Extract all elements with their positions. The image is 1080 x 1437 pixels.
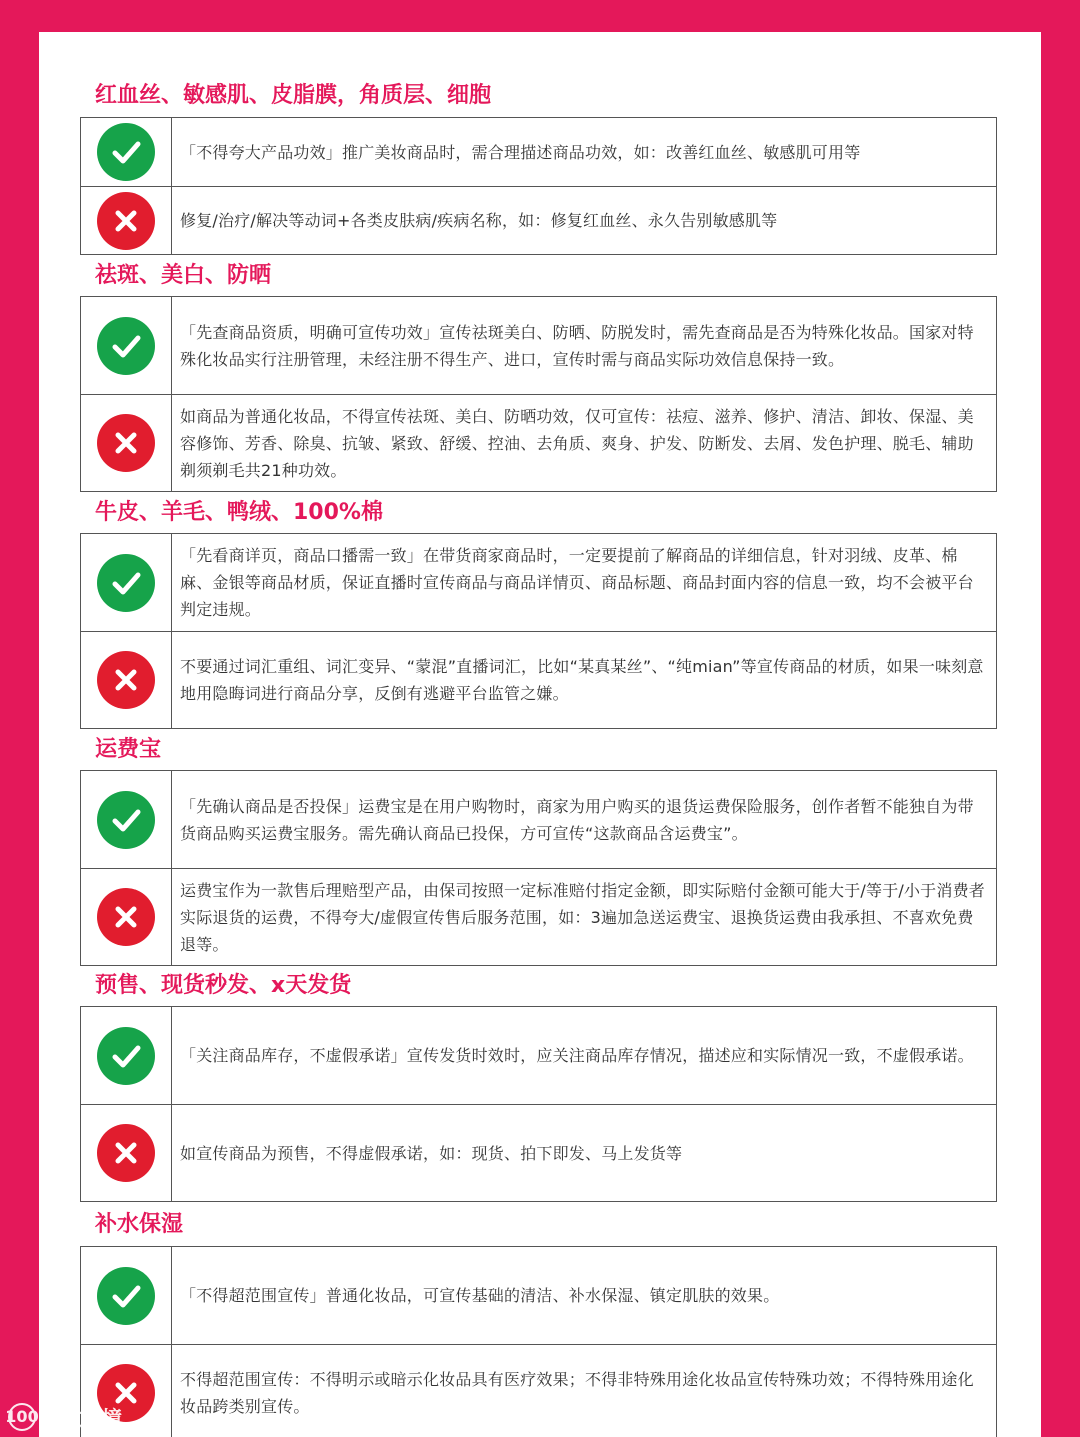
allowed-text: 「关注商品库存，不虚假承诺」宣传发货时效时，应关注商品库存情况，描述应和实际情况一致，不虚假承诺。 xyxy=(180,1046,974,1065)
icon-cell xyxy=(81,869,172,965)
rule-table xyxy=(80,296,997,492)
icon-cell xyxy=(81,771,172,868)
rule-table xyxy=(80,1006,997,1202)
text-cell xyxy=(172,118,996,186)
icon-cell xyxy=(81,1247,172,1344)
text-cell xyxy=(172,869,996,965)
section-title: 牛皮、羊毛、鸭绒、100%棉 xyxy=(95,500,383,525)
content-card xyxy=(39,32,1041,1437)
forbidden-row xyxy=(81,1104,996,1201)
forbidden-row xyxy=(81,186,996,254)
icon-cell xyxy=(81,297,172,394)
text-cell xyxy=(172,534,996,631)
allowed-row xyxy=(81,297,996,394)
forbidden-text: 修复/治疗/解决等动词+各类皮肤病/疾病名称，如：修复红血丝、永久告别敏感肌等 xyxy=(180,211,778,230)
cross-circle-icon xyxy=(97,651,155,709)
rule-table xyxy=(80,117,997,255)
section-title: 补水保湿 xyxy=(95,1212,184,1237)
check-circle-icon xyxy=(97,1267,155,1325)
text-cell xyxy=(172,297,996,394)
allowed-row xyxy=(81,1007,996,1104)
text-cell xyxy=(172,187,996,254)
allowed-row xyxy=(81,1247,996,1344)
icon-cell xyxy=(81,1007,172,1104)
section-title: 预售、现货秒发、x天发货 xyxy=(95,973,352,998)
check-circle-icon xyxy=(97,123,155,181)
check-circle-icon xyxy=(97,1027,155,1085)
text-cell xyxy=(172,632,996,728)
allowed-text: 「不得超范围宣传」普通化妆品，可宣传基础的清洁、补水保湿、镇定肌肤的效果。 xyxy=(180,1286,780,1305)
cross-circle-icon xyxy=(97,1124,155,1182)
check-circle-icon xyxy=(97,317,155,375)
brand-logo-icon: 100 xyxy=(8,1403,36,1431)
check-circle-icon xyxy=(97,554,155,612)
text-cell xyxy=(172,1247,996,1344)
section-title: 运费宝 xyxy=(95,737,162,762)
forbidden-row xyxy=(81,394,996,491)
section-title: 祛斑、美白、防晒 xyxy=(95,263,272,288)
cross-circle-icon xyxy=(97,192,155,250)
icon-cell xyxy=(81,187,172,254)
allowed-text: 「不得夸大产品功效」推广美妆商品时，需合理描述商品功效，如：改善红血丝、敏感肌可用等 xyxy=(180,142,861,162)
check-circle-icon xyxy=(97,791,155,849)
allowed-row xyxy=(81,534,996,631)
icon-cell xyxy=(81,1105,172,1201)
allowed-row xyxy=(81,118,996,186)
forbidden-row xyxy=(81,1344,996,1437)
forbidden-text: 如宣传商品为预售，不得虚假承诺，如：现货、拍下即发、马上发货等 xyxy=(180,1143,683,1163)
rule-table xyxy=(80,1246,997,1437)
rule-table xyxy=(80,770,997,966)
rule-table xyxy=(80,533,997,729)
icon-cell xyxy=(81,534,172,631)
forbidden-text: 运费宝作为一款售后理赔型产品，由保司按照一定标准赔付指定金额，即实际赔付金额可能大于/等于/小于消费者实际退货的运费，不得夸大/虚假宣传售后服务范围，如：3遍加急送运费宝、退换货运费由我承担、不喜欢免费退等。 xyxy=(180,880,985,954)
forbidden-row xyxy=(81,631,996,728)
text-cell xyxy=(172,771,996,868)
text-cell xyxy=(172,1007,996,1104)
forbidden-text: 不得超范围宣传：不得明示或暗示化妆品具有医疗效果；不得非特殊用途化妆品宣传特殊功效；不得特殊用途化妆品跨类别宣传。 xyxy=(180,1370,974,1416)
cross-circle-icon xyxy=(97,888,155,946)
text-cell xyxy=(172,1345,996,1437)
forbidden-row xyxy=(81,868,996,965)
icon-cell xyxy=(81,632,172,728)
cross-circle-icon xyxy=(97,414,155,472)
allowed-text: 「先看商详页，商品口播需一致」在带货商家商品时，一定要提前了解商品的详细信息，针对羽绒、皮革、棉麻、金银等商品材质，保证直播时宣传商品与商品详情页、商品标题、商品封面内容的信息一致，均不会被平台判定违规。 xyxy=(180,546,974,619)
allowed-row xyxy=(81,771,996,868)
allowed-text: 「先查商品资质，明确可宣传功效」宣传祛斑美白、防晒、防脱发时，需先查商品是否为特殊化妆品。国家对特殊化妆品实行注册管理，未经注册不得生产、进口，宣传时需与商品实际功效信息保持一致。 xyxy=(180,322,974,369)
text-cell xyxy=(172,395,996,491)
text-cell xyxy=(172,1105,996,1201)
icon-cell xyxy=(81,395,172,491)
forbidden-text: 如商品为普通化妆品，不得宣传祛斑、美白、防晒功效，仅可宣传：祛痘、滋养、修护、清洁、卸妆、保湿、美容修饰、芳香、除臭、抗皱、紧致、舒缓、控油、去角质、爽身、护发、防断发、去屑、发色护理、脱毛、辅助剃须剃毛共21种功效。 xyxy=(180,406,974,480)
icon-cell xyxy=(81,118,172,186)
watermark xyxy=(5,1402,122,1431)
forbidden-text: 不要通过词汇重组、词汇变异、“蒙混”直播词汇，比如“某真某丝”、“纯mian”等宣传商品的材质，如果一味刻意地用隐晦词进行商品分享，反倒有逃避平台监管之嫌。 xyxy=(180,657,984,703)
watermark-text: 大数跨境 xyxy=(42,1406,122,1430)
section-title: 红血丝、敏感肌、皮脂膜，角质层、细胞 xyxy=(95,83,492,108)
allowed-text: 「先确认商品是否投保」运费宝是在用户购物时，商家为用户购买的退货运费保险服务，创作者暂不能独自为带货商品购买运费宝服务。需先确认商品已投保，方可宣传“这款商品含运费宝”。 xyxy=(180,796,974,843)
